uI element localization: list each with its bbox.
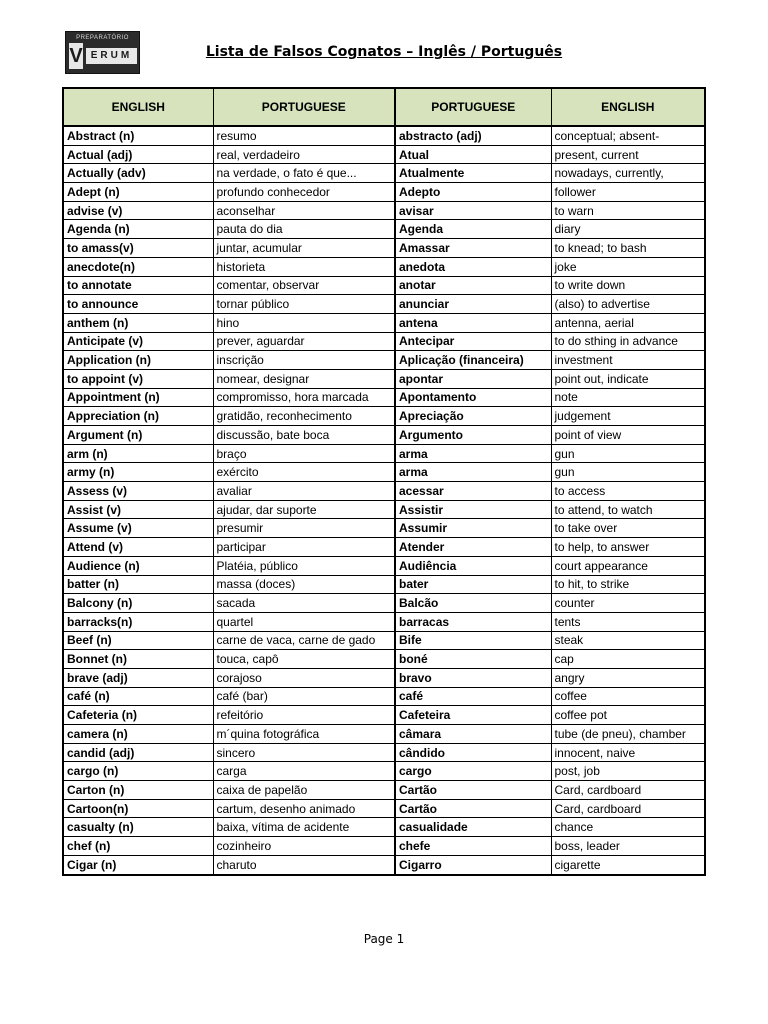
portuguese-meaning: prever, aguardar [213, 332, 395, 351]
english-word: casualty (n) [63, 818, 213, 837]
english-meaning: chance [551, 818, 705, 837]
table-row [63, 538, 705, 557]
english-word: Appreciation (n) [63, 407, 213, 426]
english-word: Cigar (n) [63, 855, 213, 874]
portuguese-word: antena [395, 313, 551, 332]
portuguese-word: Argumento [395, 426, 551, 445]
table-row [63, 519, 705, 538]
english-meaning: antenna, aerial [551, 313, 705, 332]
portuguese-meaning: juntar, acumular [213, 239, 395, 258]
english-word: Audience (n) [63, 556, 213, 575]
portuguese-meaning: discussão, bate boca [213, 426, 395, 445]
english-word: to appoint (v) [63, 369, 213, 388]
english-meaning: note [551, 388, 705, 407]
portuguese-meaning: nomear, designar [213, 369, 395, 388]
table-row [63, 463, 705, 482]
portuguese-meaning: charuto [213, 855, 395, 874]
logo-top-text: PREPARATÓRIO [76, 35, 129, 41]
english-word: Cartoon(n) [63, 799, 213, 818]
english-meaning: investment [551, 351, 705, 370]
english-meaning: cigarette [551, 855, 705, 874]
portuguese-meaning: caixa de papelão [213, 781, 395, 800]
english-word: barracks(n) [63, 612, 213, 631]
table-body [63, 126, 705, 875]
portuguese-meaning: gratidão, reconhecimento [213, 407, 395, 426]
portuguese-meaning: comentar, observar [213, 276, 395, 295]
english-word: Argument (n) [63, 426, 213, 445]
logo-wordmark: ERUM [86, 48, 137, 64]
english-word: Assess (v) [63, 482, 213, 501]
english-word: Actually (adv) [63, 164, 213, 183]
english-word: Attend (v) [63, 538, 213, 557]
table-row [63, 650, 705, 669]
table-row [63, 257, 705, 276]
english-word: Appointment (n) [63, 388, 213, 407]
english-meaning: to hit, to strike [551, 575, 705, 594]
portuguese-word: Apreciação [395, 407, 551, 426]
portuguese-word: anotar [395, 276, 551, 295]
table-row [63, 276, 705, 295]
header-english-2: ENGLISH [551, 88, 705, 126]
portuguese-meaning: exército [213, 463, 395, 482]
english-meaning: angry [551, 668, 705, 687]
document-title: Lista de Falsos Cognatos – Inglês / Português [205, 44, 563, 60]
table-row [63, 725, 705, 744]
table-row [63, 762, 705, 781]
portuguese-word: câmara [395, 725, 551, 744]
english-word: anecdote(n) [63, 257, 213, 276]
portuguese-meaning: avaliar [213, 482, 395, 501]
english-meaning: (also) to advertise [551, 295, 705, 314]
table-row [63, 556, 705, 575]
portuguese-word: avisar [395, 201, 551, 220]
portuguese-word: Adepto [395, 183, 551, 202]
english-word: Adept (n) [63, 183, 213, 202]
portuguese-meaning: pauta do dia [213, 220, 395, 239]
portuguese-word: barracas [395, 612, 551, 631]
english-meaning: to write down [551, 276, 705, 295]
english-meaning: diary [551, 220, 705, 239]
table-row [63, 183, 705, 202]
english-word: Assume (v) [63, 519, 213, 538]
header-portuguese: PORTUGUESE [213, 88, 395, 126]
portuguese-word: Assistir [395, 500, 551, 519]
portuguese-word: Antecipar [395, 332, 551, 351]
portuguese-meaning: Platéia, público [213, 556, 395, 575]
header-portuguese-2: PORTUGUESE [395, 88, 551, 126]
english-meaning: to knead; to bash [551, 239, 705, 258]
verum-logo [65, 31, 140, 74]
portuguese-meaning: profundo conhecedor [213, 183, 395, 202]
portuguese-word: Cafeteira [395, 706, 551, 725]
english-meaning: cap [551, 650, 705, 669]
portuguese-meaning: sincero [213, 743, 395, 762]
table-row [63, 855, 705, 874]
portuguese-meaning: massa (doces) [213, 575, 395, 594]
table-row [63, 201, 705, 220]
portuguese-word: casualidade [395, 818, 551, 837]
portuguese-word: arma [395, 463, 551, 482]
portuguese-word: chefe [395, 837, 551, 856]
portuguese-meaning: inscrição [213, 351, 395, 370]
english-word: to amass(v) [63, 239, 213, 258]
portuguese-meaning: participar [213, 538, 395, 557]
table-row [63, 239, 705, 258]
table-row [63, 575, 705, 594]
english-meaning: coffee [551, 687, 705, 706]
english-meaning: gun [551, 444, 705, 463]
table-row [63, 444, 705, 463]
table-row [63, 388, 705, 407]
portuguese-word: bravo [395, 668, 551, 687]
english-word: Balcony (n) [63, 594, 213, 613]
english-word: camera (n) [63, 725, 213, 744]
english-word: Assist (v) [63, 500, 213, 519]
english-meaning: tents [551, 612, 705, 631]
page-number: Page 1 [363, 932, 405, 946]
portuguese-meaning: tornar público [213, 295, 395, 314]
table-row [63, 407, 705, 426]
portuguese-meaning: aconselhar [213, 201, 395, 220]
english-meaning: innocent, naive [551, 743, 705, 762]
english-meaning: to do sthing in advance [551, 332, 705, 351]
table-row [63, 164, 705, 183]
english-meaning: nowadays, currently, [551, 164, 705, 183]
table-row [63, 126, 705, 145]
portuguese-word: cargo [395, 762, 551, 781]
table-row [63, 668, 705, 687]
english-word: brave (adj) [63, 668, 213, 687]
english-meaning: counter [551, 594, 705, 613]
english-word: to announce [63, 295, 213, 314]
portuguese-word: anedota [395, 257, 551, 276]
portuguese-word: anunciar [395, 295, 551, 314]
english-word: cargo (n) [63, 762, 213, 781]
portuguese-meaning: braço [213, 444, 395, 463]
portuguese-meaning: carne de vaca, carne de gado [213, 631, 395, 650]
english-meaning: Card, cardboard [551, 781, 705, 800]
portuguese-meaning: resumo [213, 126, 395, 145]
portuguese-meaning: ajudar, dar suporte [213, 500, 395, 519]
table-header-row [63, 88, 705, 126]
portuguese-word: Cigarro [395, 855, 551, 874]
english-meaning: steak [551, 631, 705, 650]
english-meaning: coffee pot [551, 706, 705, 725]
portuguese-meaning: touca, capô [213, 650, 395, 669]
table-row [63, 145, 705, 164]
english-word: Bonnet (n) [63, 650, 213, 669]
table-row [63, 687, 705, 706]
table-row [63, 220, 705, 239]
english-word: Beef (n) [63, 631, 213, 650]
english-meaning: to take over [551, 519, 705, 538]
portuguese-word: Atual [395, 145, 551, 164]
english-word: Anticipate (v) [63, 332, 213, 351]
portuguese-word: abstracto (adj) [395, 126, 551, 145]
portuguese-meaning: corajoso [213, 668, 395, 687]
portuguese-word: Agenda [395, 220, 551, 239]
english-meaning: judgement [551, 407, 705, 426]
portuguese-word: bater [395, 575, 551, 594]
english-word: Cafeteria (n) [63, 706, 213, 725]
english-meaning: boss, leader [551, 837, 705, 856]
table-row [63, 332, 705, 351]
english-word: army (n) [63, 463, 213, 482]
english-word: Abstract (n) [63, 126, 213, 145]
table-row [63, 369, 705, 388]
table-row [63, 500, 705, 519]
portuguese-meaning: cozinheiro [213, 837, 395, 856]
portuguese-meaning: m´quina fotográfica [213, 725, 395, 744]
portuguese-meaning: baixa, vítima de acidente [213, 818, 395, 837]
portuguese-word: Atender [395, 538, 551, 557]
table-row [63, 631, 705, 650]
portuguese-word: Apontamento [395, 388, 551, 407]
portuguese-meaning: refeitório [213, 706, 395, 725]
english-meaning: to access [551, 482, 705, 501]
english-word: Actual (adj) [63, 145, 213, 164]
table-row [63, 295, 705, 314]
english-meaning: to warn [551, 201, 705, 220]
table-row [63, 781, 705, 800]
portuguese-meaning: historieta [213, 257, 395, 276]
portuguese-word: Amassar [395, 239, 551, 258]
english-word: advise (v) [63, 201, 213, 220]
portuguese-meaning: presumir [213, 519, 395, 538]
table-row [63, 351, 705, 370]
portuguese-meaning: quartel [213, 612, 395, 631]
english-word: anthem (n) [63, 313, 213, 332]
english-meaning: tube (de pneu), chamber [551, 725, 705, 744]
table-row [63, 743, 705, 762]
english-word: candid (adj) [63, 743, 213, 762]
english-word: to annotate [63, 276, 213, 295]
portuguese-word: arma [395, 444, 551, 463]
english-meaning: conceptual; absent- [551, 126, 705, 145]
portuguese-word: Cartão [395, 799, 551, 818]
table-row [63, 313, 705, 332]
table-row [63, 612, 705, 631]
portuguese-word: Bife [395, 631, 551, 650]
portuguese-meaning: na verdade, o fato é que... [213, 164, 395, 183]
portuguese-meaning: sacada [213, 594, 395, 613]
portuguese-meaning: café (bar) [213, 687, 395, 706]
english-meaning: to attend, to watch [551, 500, 705, 519]
logo-initial: V [69, 45, 83, 67]
english-meaning: post, job [551, 762, 705, 781]
english-word: café (n) [63, 687, 213, 706]
english-meaning: joke [551, 257, 705, 276]
portuguese-meaning: cartum, desenho animado [213, 799, 395, 818]
portuguese-word: acessar [395, 482, 551, 501]
portuguese-meaning: real, verdadeiro [213, 145, 395, 164]
english-word: chef (n) [63, 837, 213, 856]
table-row [63, 818, 705, 837]
header-english: ENGLISH [63, 88, 213, 126]
english-word: Application (n) [63, 351, 213, 370]
english-word: arm (n) [63, 444, 213, 463]
portuguese-word: café [395, 687, 551, 706]
english-meaning: follower [551, 183, 705, 202]
english-word: batter (n) [63, 575, 213, 594]
table-row [63, 837, 705, 856]
english-meaning: gun [551, 463, 705, 482]
portuguese-word: Balcão [395, 594, 551, 613]
portuguese-word: Assumir [395, 519, 551, 538]
table-row [63, 799, 705, 818]
english-word: Carton (n) [63, 781, 213, 800]
portuguese-word: Cartão [395, 781, 551, 800]
portuguese-word: Aplicação (financeira) [395, 351, 551, 370]
english-meaning: point of view [551, 426, 705, 445]
table-row [63, 426, 705, 445]
portuguese-word: Atualmente [395, 164, 551, 183]
english-meaning: point out, indicate [551, 369, 705, 388]
false-cognates-table [62, 87, 706, 876]
portuguese-meaning: carga [213, 762, 395, 781]
english-meaning: Card, cardboard [551, 799, 705, 818]
english-meaning: court appearance [551, 556, 705, 575]
portuguese-meaning: compromisso, hora marcada [213, 388, 395, 407]
portuguese-word: cândido [395, 743, 551, 762]
english-meaning: to help, to answer [551, 538, 705, 557]
table-row [63, 482, 705, 501]
english-word: Agenda (n) [63, 220, 213, 239]
table-row [63, 706, 705, 725]
portuguese-meaning: hino [213, 313, 395, 332]
table-row [63, 594, 705, 613]
portuguese-word: Audiência [395, 556, 551, 575]
portuguese-word: apontar [395, 369, 551, 388]
portuguese-word: boné [395, 650, 551, 669]
english-meaning: present, current [551, 145, 705, 164]
